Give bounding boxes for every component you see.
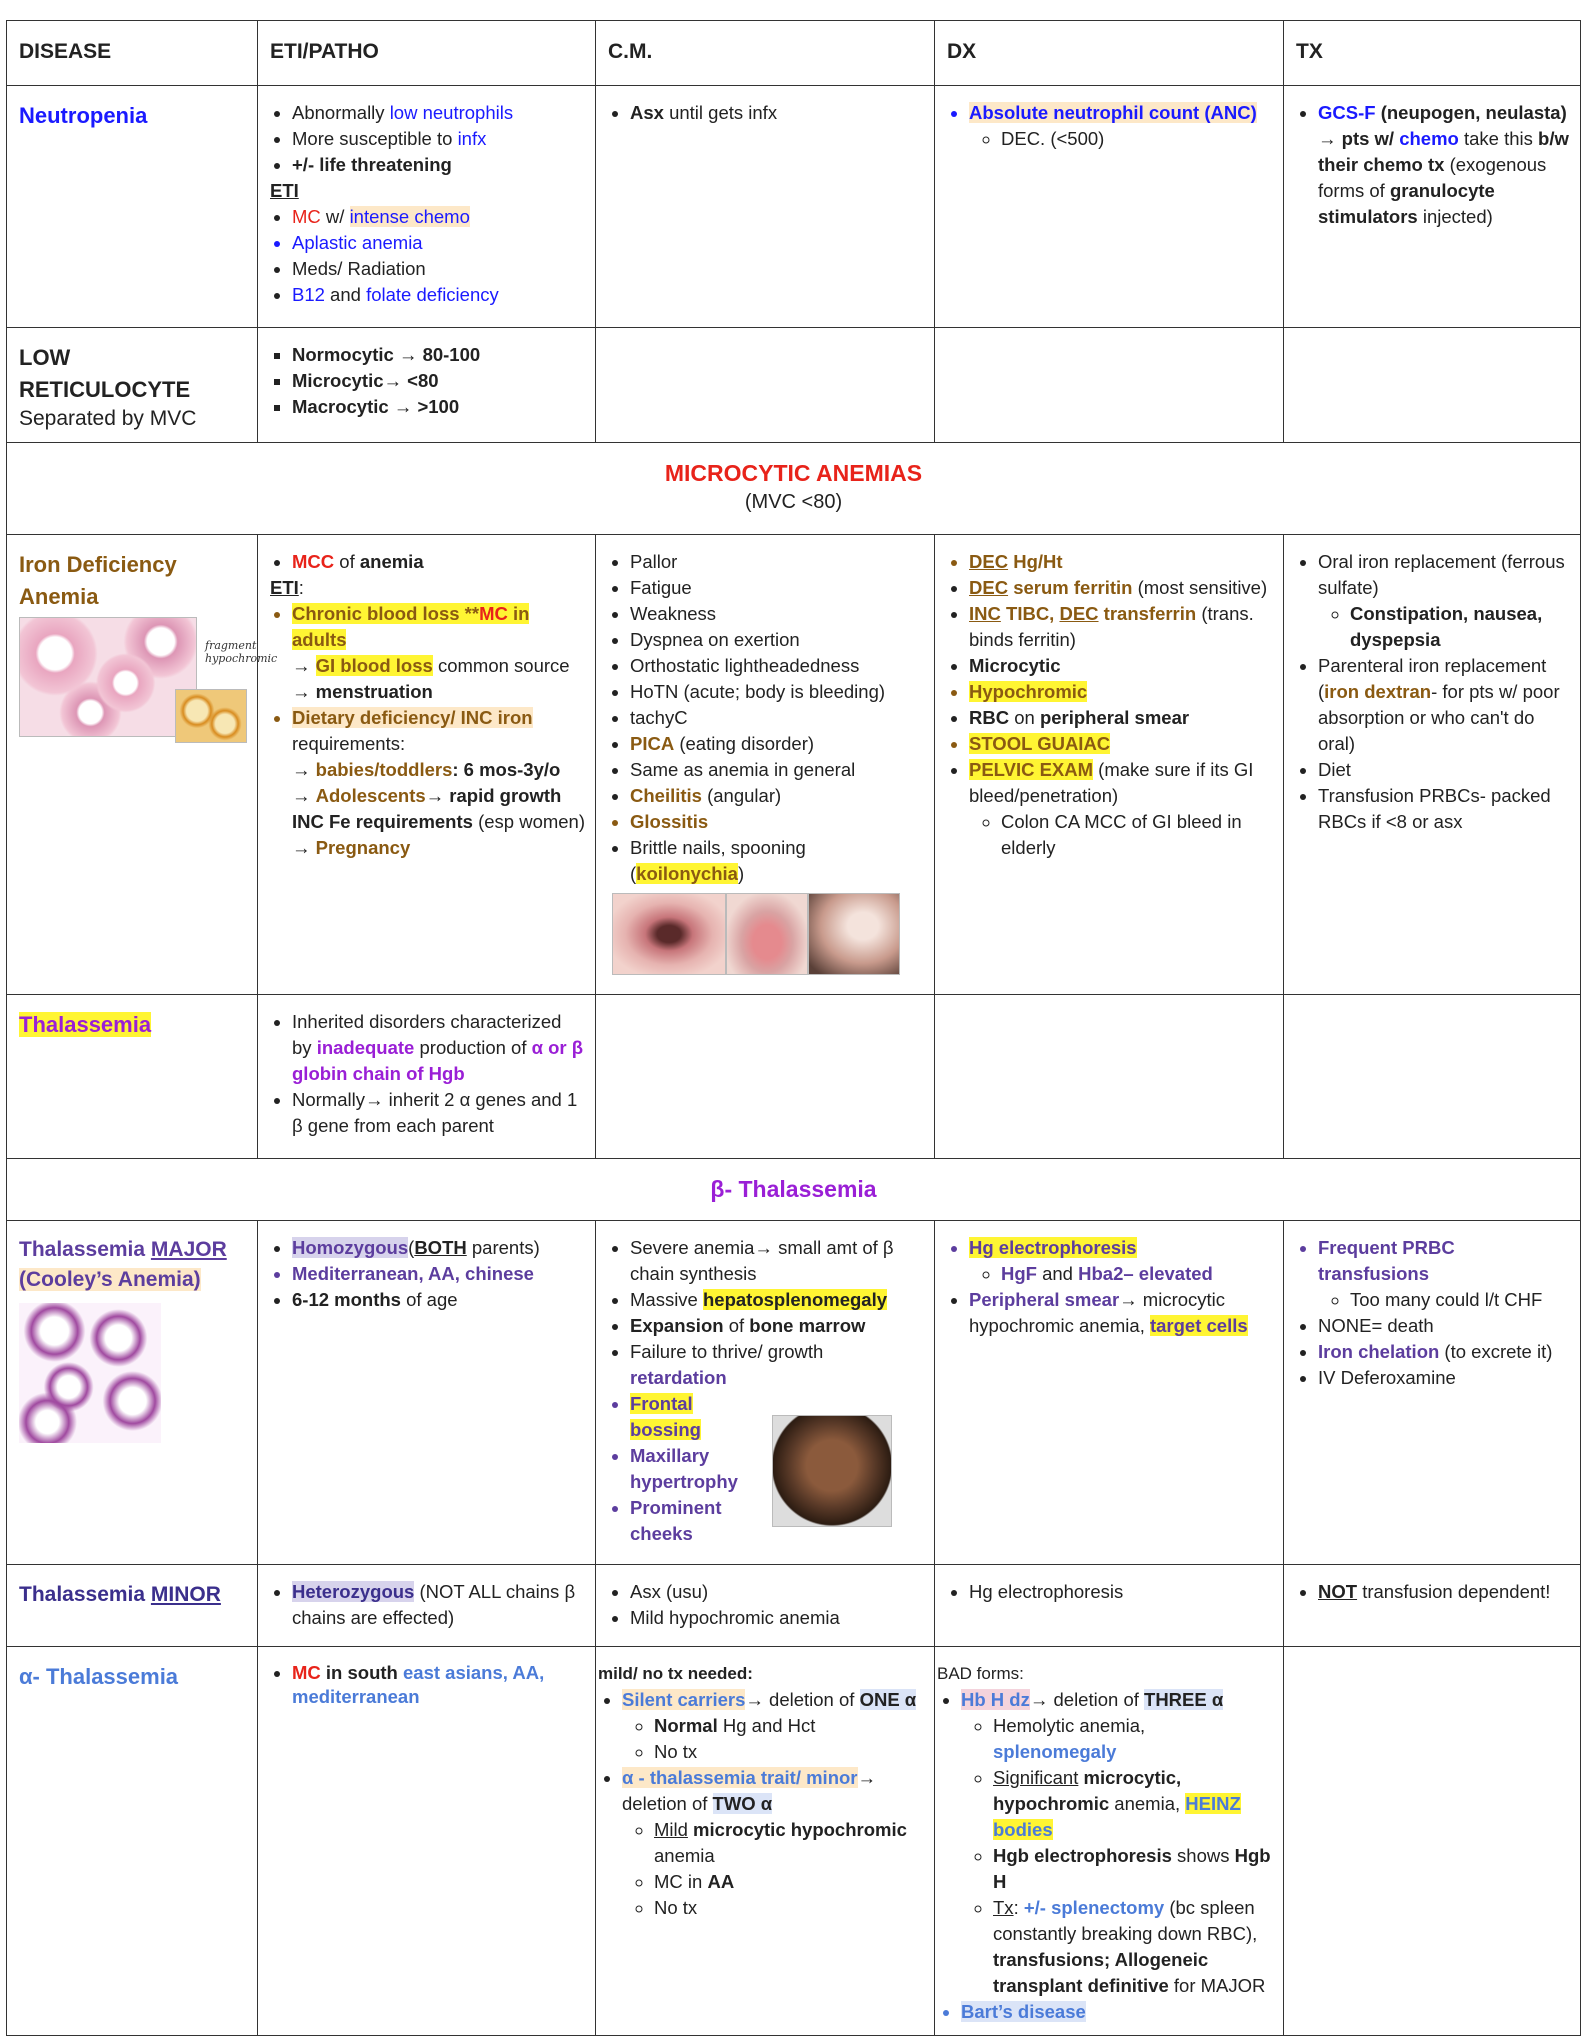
row-thalassemia-major: Thalassemia MAJOR (Cooley’s Anemia) • Homozygous(BOTH parents) • Mediterranean, AA, chinese • 6-12 months of age • Severe anemia→ small amt of β chain synthesis • Massive hepatosplenomegaly • Expansion of bone marrow • Failure to thrive/ growth retardation • Frontal bossing • Maxillary hypertrophy • Prominent cheeks • Hg electrophoresis ◦ HgF and Hba2– elevated • Peripheral smear→ microcytic hypochromic anemia, target cells • Frequent PRBC transfusions ◦ Too many could l/t CHF • NONE= death • Iron chelation (to excrete it) • IV Deferoxamine <box>7 1221 1581 1565</box>
list-item: • B12 and folate deficiency <box>292 282 585 308</box>
list-item: ◦ Colon CA MCC of GI bleed in elderly <box>1001 809 1273 861</box>
list-item: • MC in south east asians, AA, mediterranean <box>292 1661 585 1709</box>
list-item: • PELVIC EXAM (make sure if its GI bleed/penetration) ◦ Colon CA MCC of GI bleed in elderly <box>969 757 1273 861</box>
section-title: β- Thalassemia <box>710 1176 877 1202</box>
child-face-image <box>772 1415 892 1527</box>
list-item: • Frequent PRBC transfusions ◦ Too many could l/t CHF <box>1318 1235 1570 1313</box>
disease-name: LOW RETICULOCYTE <box>19 345 191 402</box>
list-item: • Hg electrophoresis ◦ HgF and Hba2– elevated <box>969 1235 1273 1287</box>
row-iron-deficiency: Iron Deficiency Anemia fragment hypochromic • MCC of anemia ETI: • Chronic blood loss **MC in adults → GI blood loss common source → menstruation • Dietary deficiency/ INC iron requirements: → babies/toddlers: 6 mos-3y/o → Adolescents→ rapid growth INC Fe requirements (esp women) → Pregnancy • Pallor • Fatigue • Weakness • Dyspnea on exertion • Orthostatic lightheadedness • HoTN (acute; body is bleeding) • tachyC • PICA (eating disorder) • Same as anemia in general • Cheilitis (angular) • Glossitis • Brittle nails, spooning (koilonychia) • DEC Hg/Ht • DEC serum ferritin (most sensitive) • INC TIBC, DEC transferrin (trans. binds ferritin) • Microcytic • Hypochromic • RBC on peripheral smear • STOOL GUAIAC • PELVIC EXAM (make sure if its GI bleed/penetration) ◦ Colon CA MCC of GI bleed in elderly • Oral iron replacement (ferrous sulfate) ◦ Constipation, nausea, dyspepsia • Parenteral iron replacement (iron dextran- for pts w/ poor absorption or who can't do oral) • Diet • Transfusion PRBCs- packed RBCs if <8 or asx <box>7 535 1581 995</box>
list-item: • Dietary deficiency/ INC iron requirements: → babies/toddlers: 6 mos-3y/o → Adolescents→ rapid growth INC Fe requirements (esp women) → Pregnancy <box>292 705 585 861</box>
list-item: • Bart’s disease <box>961 1999 1273 2025</box>
list-item: • α - thalassemia trait/ minor→ deletion of TWO α ◦ Mild microcytic hypochromic anemia ◦ MC in AA ◦ No tx <box>622 1765 924 1921</box>
list-item: • Silent carriers→ deletion of ONE α ◦ Normal Hg and Hct ◦ No tx <box>622 1687 924 1765</box>
list-item: • NOT transfusion dependent! <box>1318 1579 1570 1605</box>
list-item: • Hypochromic <box>969 679 1273 705</box>
eti-list <box>270 100 585 178</box>
list-item: ◦ DEC. (<500) <box>1001 126 1273 152</box>
header-eti: ETI/PATHO <box>258 21 596 86</box>
list-item: • Normally→ inherit 2 α genes and 1 β gene from each parent <box>292 1087 585 1139</box>
list-item: • Hb H dz→ deletion of THREE α ◦ Hemolytic anemia, splenomegaly ◦ Significant microcytic, hypochromic anemia, HEINZ bodies ◦ Hgb electrophoresis shows Hgb H ◦ Tx: +/- splenectomy (bc spleen constantly breaking down RBC), transfusions; Allogeneic transplant definitive for MAJOR <box>961 1687 1273 1999</box>
section-title: MICROCYTIC ANEMIAS <box>664 460 923 486</box>
smear-inset-image <box>175 689 247 743</box>
list-item: • Maxillary hypertrophy <box>630 1443 750 1495</box>
disease-table <box>6 20 1581 2036</box>
row-thalassemia-minor: Thalassemia MINOR • Heterozygous (NOT ALL chains β chains are effected) • Asx (usu) • Mild hypochromic anemia • Hg electrophoresis • NOT transfusion dependent! <box>7 1565 1581 1647</box>
list-item: • +/- life threatening <box>292 152 585 178</box>
list-item: • Abnormally low neutrophils <box>292 100 585 126</box>
header-cm: C.M. <box>596 21 935 86</box>
list-item: • Mediterranean, AA, chinese <box>292 1261 585 1287</box>
list-item: ▪ Normocytic → 80-100 <box>292 342 585 368</box>
cm-heading: mild/ no tx needed: <box>598 1664 753 1683</box>
list-item: ◦ Too many could l/t CHF <box>1350 1287 1570 1313</box>
list-item: • Prominent cheeks <box>630 1495 750 1547</box>
list-item: • tachyC <box>630 705 924 731</box>
list-item: ◦ Hgb electrophoresis shows Hgb H <box>993 1843 1273 1895</box>
eti-label: ETI <box>270 180 299 201</box>
list-item: • Inherited disorders characterized by inadequate production of α or β globin chain of Hgb <box>292 1009 585 1087</box>
list-item: • Same as anemia in general <box>630 757 924 783</box>
header-dx: DX <box>935 21 1284 86</box>
target-cells-image <box>19 1303 161 1443</box>
list-item: • Peripheral smear→ microcytic hypochromic anemia, target cells <box>969 1287 1273 1339</box>
list-item: ▪ Macrocytic → >100 <box>292 394 585 420</box>
list-item: • Fatigue <box>630 575 924 601</box>
list-item: • More susceptible to infx <box>292 126 585 152</box>
section-subtitle: (MVC <80) <box>744 491 843 513</box>
row-alpha-thalassemia <box>7 1647 1581 2036</box>
row-low-reticulocyte <box>7 328 1581 443</box>
list-item: ◦ No tx <box>654 1895 924 1921</box>
list-item: ◦ MC in AA <box>654 1869 924 1895</box>
list-item: • 6-12 months of age <box>292 1287 585 1313</box>
section-microcytic <box>7 443 1581 535</box>
row-neutropenia <box>7 86 1581 328</box>
list-item: • Heterozygous (NOT ALL chains β chains are effected) <box>292 1579 585 1631</box>
header-row <box>7 21 1581 86</box>
list-item: • DEC Hg/Ht <box>969 549 1273 575</box>
list-item: • Frontal bossing <box>630 1391 750 1443</box>
list-item: ◦ Hemolytic anemia, splenomegaly <box>993 1713 1273 1765</box>
list-item: ◦ Constipation, nausea, dyspepsia <box>1350 601 1570 653</box>
list-item: • Mild hypochromic anemia <box>630 1605 924 1631</box>
list-item: • MCC of anemia <box>292 549 585 575</box>
list-item: ◦ Normal Hg and Hct <box>654 1713 924 1739</box>
list-item: • Chronic blood loss **MC in adults → GI blood loss common source → menstruation <box>292 601 585 705</box>
list-item: • Asx until gets infx <box>630 100 924 126</box>
list-item: • Severe anemia→ small amt of β chain synthesis <box>630 1235 924 1287</box>
list-item: • DEC serum ferritin (most sensitive) <box>969 575 1273 601</box>
list-item: • Meds/ Radiation <box>292 256 585 282</box>
list-item: • Diet <box>1318 757 1570 783</box>
row-thalassemia <box>7 995 1581 1159</box>
list-item: • Parenteral iron replacement (iron dextran- for pts w/ poor absorption or who can't do oral) <box>1318 653 1570 757</box>
koilonychia-image <box>808 893 900 975</box>
list-item: ◦ Mild microcytic hypochromic anemia <box>654 1817 924 1869</box>
list-item: ◦ HgF and Hba2– elevated <box>1001 1261 1273 1287</box>
list-item: • Dyspnea on exertion <box>630 627 924 653</box>
list-item: • Orthostatic lightheadedness <box>630 653 924 679</box>
list-item: • Hg electrophoresis <box>969 1579 1273 1605</box>
list-item: • Massive hepatosplenomegaly <box>630 1287 924 1313</box>
list-item: • Pallor <box>630 549 924 575</box>
handwritten-note: fragment hypochromic <box>205 639 278 665</box>
list-item: • Cheilitis (angular) <box>630 783 924 809</box>
list-item: • Glossitis <box>630 809 924 835</box>
disease-name: Neutropenia <box>19 103 148 128</box>
header-tx: TX <box>1284 21 1581 86</box>
disease-name: Thalassemia <box>19 1012 152 1037</box>
list-item: • Expansion of bone marrow <box>630 1313 924 1339</box>
list-item: • PICA (eating disorder) <box>630 731 924 757</box>
list-item: • Iron chelation (to excrete it) <box>1318 1339 1570 1365</box>
list-item: • STOOL GUAIAC <box>969 731 1273 757</box>
dx-heading: BAD forms: <box>937 1664 1024 1683</box>
blood-smear-image <box>19 617 197 737</box>
list-item: • Absolute neutrophil count (ANC) ◦ DEC. (<500) <box>969 100 1273 152</box>
list-item: ◦ No tx <box>654 1739 924 1765</box>
list-item: • HoTN (acute; body is bleeding) <box>630 679 924 705</box>
list-item: ◦ Tx: +/- splenectomy (bc spleen constantly breaking down RBC), transfusions; Allogeneic transplant definitive for MAJOR <box>993 1895 1273 1999</box>
list-item: • Brittle nails, spooning (koilonychia) <box>630 835 924 887</box>
disease-name: Thalassemia <box>19 1583 151 1606</box>
list-item: • Weakness <box>630 601 924 627</box>
disease-name: α- Thalassemia <box>19 1664 179 1689</box>
disease-name: Thalassemia <box>19 1238 151 1261</box>
cheilitis-image <box>612 893 726 975</box>
header-disease: DISEASE <box>7 21 258 86</box>
list-item: • Homozygous(BOTH parents) <box>292 1235 585 1261</box>
list-item: ▪ Microcytic→ <80 <box>292 368 585 394</box>
list-item: • INC TIBC, DEC transferrin (trans. binds ferritin) <box>969 601 1273 653</box>
list-item: • Aplastic anemia <box>292 230 585 256</box>
list-item: • IV Deferoxamine <box>1318 1365 1570 1391</box>
list-item: • MC w/ intense chemo <box>292 204 585 230</box>
list-item: • Oral iron replacement (ferrous sulfate) ◦ Constipation, nausea, dyspepsia <box>1318 549 1570 653</box>
list-item: • GCS-F (neupogen, neulasta) → pts w/ chemo take this b/w their chemo tx (exogenous forms of granulocyte stimulators injected) <box>1318 100 1570 230</box>
list-item: • Transfusion PRBCs- packed RBCs if <8 or asx <box>1318 783 1570 835</box>
list-item: • NONE= death <box>1318 1313 1570 1339</box>
eti-label: ETI <box>270 577 299 598</box>
disease-subtitle: Separated by MVC <box>19 407 197 430</box>
disease-name: Iron Deficiency Anemia <box>19 552 177 609</box>
list-item: • RBC on peripheral smear <box>969 705 1273 731</box>
list-item: ◦ Significant microcytic, hypochromic anemia, HEINZ bodies <box>993 1765 1273 1843</box>
list-item: • Microcytic <box>969 653 1273 679</box>
cm-list <box>608 549 924 887</box>
section-beta-thalassemia <box>7 1159 1581 1221</box>
glossitis-image <box>726 893 808 975</box>
list-item: • Failure to thrive/ growth retardation <box>630 1339 924 1391</box>
list-item: • Asx (usu) <box>630 1579 924 1605</box>
